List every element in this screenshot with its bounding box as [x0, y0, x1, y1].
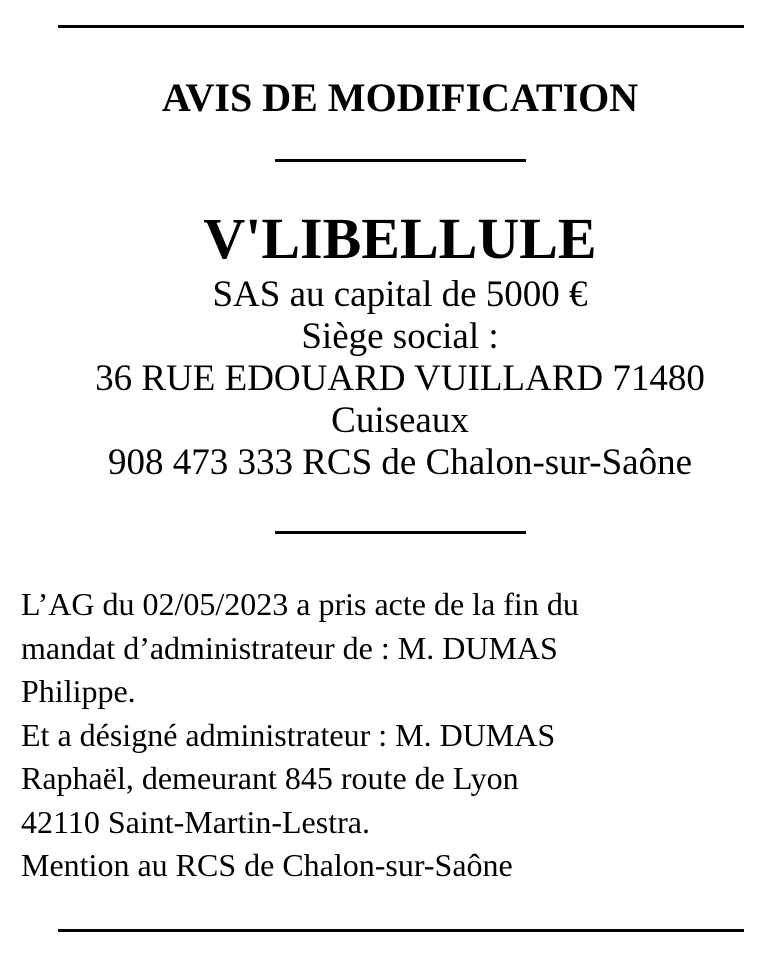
company-registration: 908 473 333 RCS de Chalon-sur-Saône [107, 442, 693, 483]
notice-body [21, 583, 761, 888]
company-city: Cuiseaux [331, 400, 469, 441]
notice-title: AVIS DE MODIFICATION [161, 75, 639, 120]
body-line: L’AG du 02/05/2023 a pris acte de la fin du [21, 586, 579, 622]
details-divider [275, 531, 526, 534]
body-line: Et a désigné administrateur : M. DUMAS [21, 716, 556, 753]
bottom-divider [58, 929, 744, 932]
title-divider [275, 159, 526, 162]
company-details [0, 274, 772, 484]
top-divider [58, 25, 744, 28]
body-line: Raphaël, demeurant 845 route de Lyon [21, 760, 519, 796]
company-capital: SAS au capital de 5000 € [212, 274, 588, 315]
company-address: 36 RUE EDOUARD VUILLARD 71480 [95, 358, 705, 399]
company-seat-label: Siège social : [301, 316, 499, 357]
body-line: 42110 Saint-Martin-Lestra. [21, 803, 370, 840]
company-name: V'LIBELLULE [203, 206, 597, 271]
body-line: mandat d’administrateur de : M. DUMAS [21, 629, 558, 666]
body-line: Mention au RCS de Chalon-sur-Saône [21, 847, 513, 883]
body-line: Philippe. [21, 673, 136, 709]
